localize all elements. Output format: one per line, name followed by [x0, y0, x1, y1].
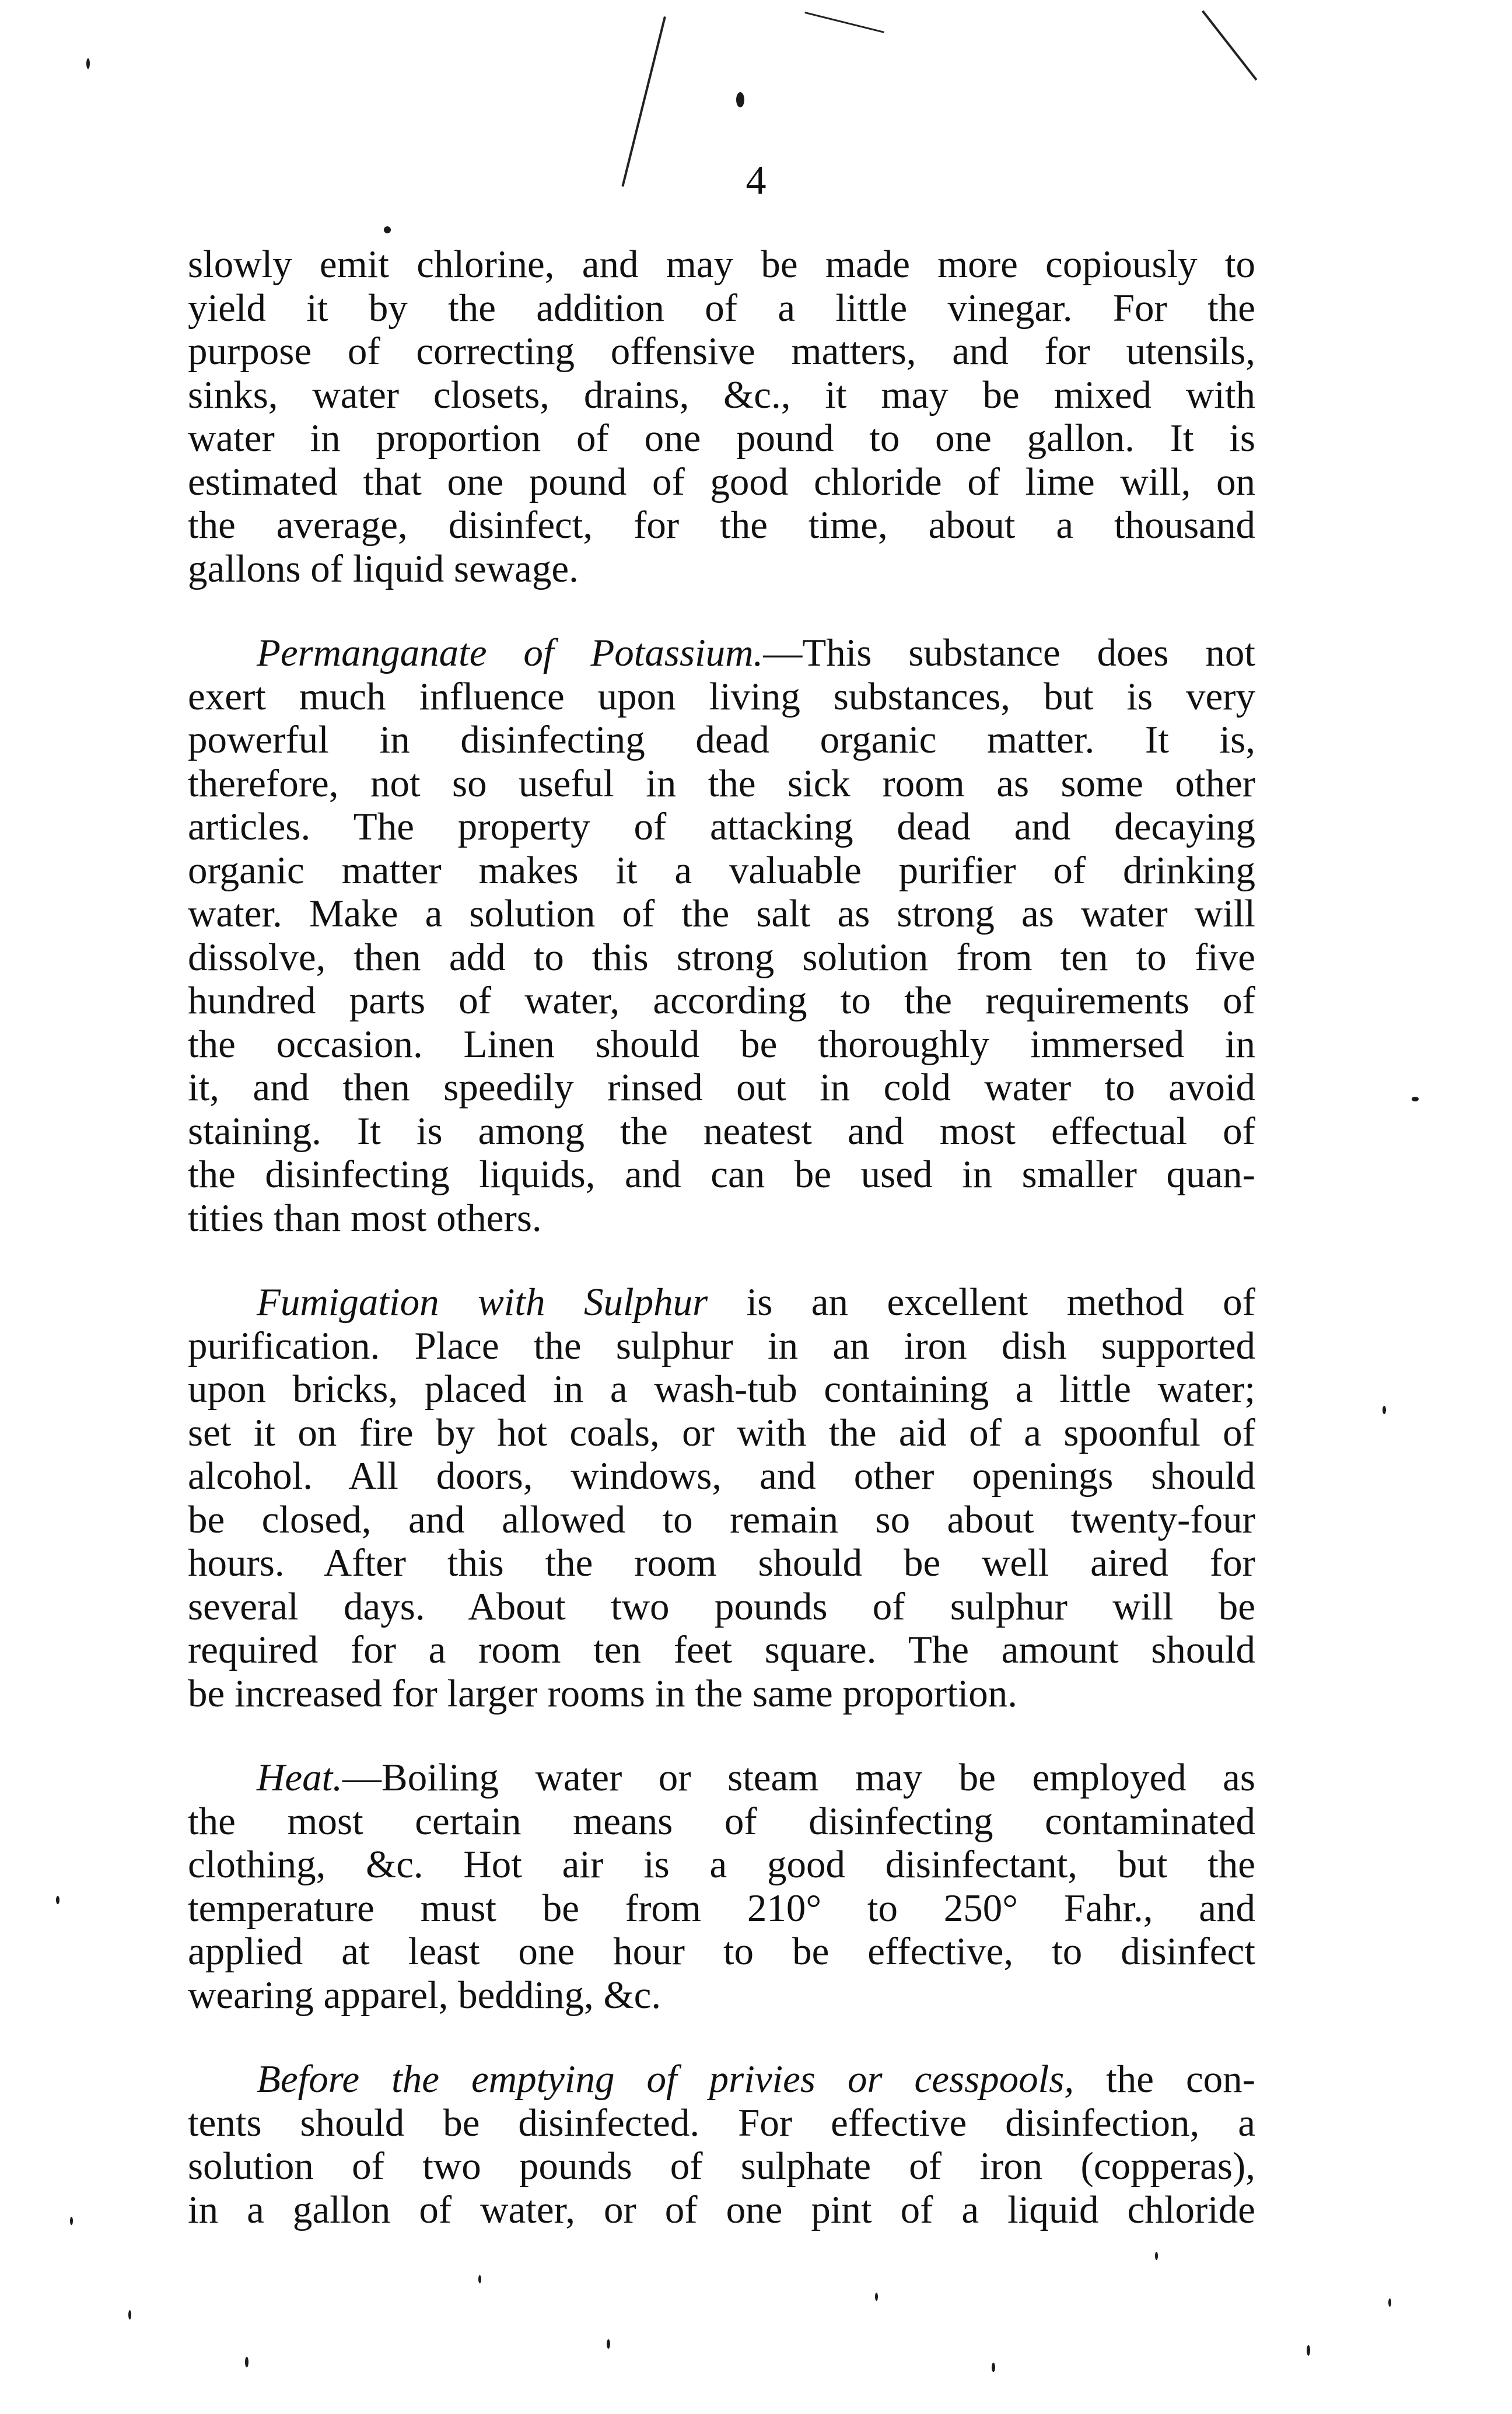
text-line: applied at least one hour to be effective, to disinfect	[188, 1930, 1255, 1973]
text-line: articles. The property of attacking dead and decaying	[188, 805, 1255, 848]
text-line: several days. About two pounds of sulphur will be	[188, 1584, 1255, 1628]
paragraph-5	[188, 2058, 1255, 2231]
paragraph-4	[188, 1756, 1255, 2017]
text-line	[188, 2058, 1255, 2101]
scan-speck	[736, 92, 744, 107]
text-line: yield it by the addition of a little vinegar. For the	[188, 286, 1255, 330]
paragraph-heading: Before the emptying of privies or cesspools,	[257, 2058, 1074, 2101]
text-line: hours. After this the room should be well aired for	[188, 1541, 1255, 1584]
text-line: clothing, &c. Hot air is a good disinfectant, but the	[188, 1843, 1255, 1886]
text-line: water. Make a solution of the salt as strong as water will	[188, 892, 1255, 935]
scan-speck	[86, 58, 90, 69]
scan-speck	[245, 2357, 249, 2367]
text-line: it, and then speedily rinsed out in cold water to avoid	[188, 1066, 1255, 1109]
scan-speck	[1307, 2345, 1310, 2356]
text-line: the occasion. Linen should be thoroughly immersed in	[188, 1022, 1255, 1066]
text-line: be closed, and allowed to remain so about twenty-four	[188, 1498, 1255, 1541]
text-line: dissolve, then add to this strong solution from ten to five	[188, 935, 1255, 979]
text-line: organic matter makes it a valuable purifier of drinking	[188, 848, 1255, 892]
text-line	[188, 631, 1255, 675]
paragraph-heading: Heat.	[257, 1756, 342, 1799]
text-line: exert much influence upon living substances, but is very	[188, 674, 1255, 718]
scan-speck	[384, 226, 391, 233]
text-line: hundred parts of water, according to the requirements of	[188, 979, 1255, 1022]
text-line: the average, disinfect, for the time, about a thousand	[188, 503, 1255, 547]
text-line: water in proportion of one pound to one gallon. It is	[188, 417, 1255, 460]
page-number: 4	[746, 158, 766, 203]
text-line: be increased for larger rooms in the same proportion.	[188, 1671, 1018, 1715]
text-line: slowly emit chlorine, and may be made more copiously to	[188, 243, 1255, 286]
text-line: estimated that one pound of good chloride of lime will, on	[188, 460, 1255, 503]
scan-speck	[478, 2275, 481, 2283]
scan-speck	[992, 2363, 995, 2372]
text-line: tents should be disinfected. For effective disinfection, a	[188, 2101, 1255, 2144]
scan-speck	[607, 2339, 610, 2349]
scan-speck	[70, 2217, 73, 2225]
body-text	[188, 243, 1255, 2231]
text-line: wearing apparel, bedding, &c.	[188, 1973, 662, 2017]
text-line: upon bricks, placed in a wash-tub containing a little water;	[188, 1367, 1255, 1411]
text-line	[188, 1281, 1255, 1324]
scan-speck	[128, 2310, 131, 2319]
scan-speck	[1155, 2252, 1158, 2260]
scan-speck	[875, 2293, 878, 2301]
text-line	[188, 1756, 1255, 1800]
scan-mark	[804, 12, 884, 33]
text-line: tities than most others.	[188, 1196, 542, 1240]
text-line: set it on fire by hot coals, or with the aid of a spoonful of	[188, 1411, 1255, 1454]
paragraph-3	[188, 1281, 1255, 1715]
text-run: —Boiling water or steam may be employed as	[342, 1756, 1255, 1799]
paragraph-2	[188, 631, 1255, 1240]
text-line: required for a room ten feet square. The amount should	[188, 1628, 1255, 1671]
text-run: is an excellent method of	[708, 1281, 1255, 1324]
text-line: in a gallon of water, or of one pint of a liquid chloride	[188, 2188, 1255, 2231]
text-line: the disinfecting liquids, and can be used in smaller quan-	[188, 1153, 1255, 1196]
text-line: temperature must be from 210° to 250° Fahr., and	[188, 1886, 1255, 1930]
scan-speck	[1382, 1406, 1386, 1414]
text-line: gallons of liquid sewage.	[188, 547, 579, 590]
scan-speck	[1388, 2298, 1391, 2307]
scan-mark	[1202, 11, 1258, 81]
text-line: therefore, not so useful in the sick room as some other	[188, 761, 1255, 805]
text-run: the con-	[1074, 2058, 1255, 2101]
text-line: purpose of correcting offensive matters, and for utensils,	[188, 330, 1255, 373]
paragraph-heading: Permanganate of Potassium.	[257, 631, 764, 674]
text-line: the most certain means of disinfecting contaminated	[188, 1799, 1255, 1843]
text-run: —This substance does not	[763, 631, 1255, 674]
text-line: alcohol. All doors, windows, and other openings should	[188, 1454, 1255, 1498]
paragraph-1	[188, 243, 1255, 590]
text-line: sinks, water closets, drains, &c., it may be mixed with	[188, 373, 1255, 417]
text-line: powerful in disinfecting dead organic matter. It is,	[188, 718, 1255, 761]
text-line: solution of two pounds of sulphate of iron (copperas),	[188, 2144, 1255, 2188]
scan-speck	[56, 1896, 60, 1904]
scan-speck	[1412, 1097, 1419, 1101]
text-line: staining. It is among the neatest and most effectual of	[188, 1109, 1255, 1153]
paragraph-heading: Fumigation with Sulphur	[257, 1281, 708, 1324]
text-line: purification. Place the sulphur in an iron dish supported	[188, 1324, 1255, 1367]
